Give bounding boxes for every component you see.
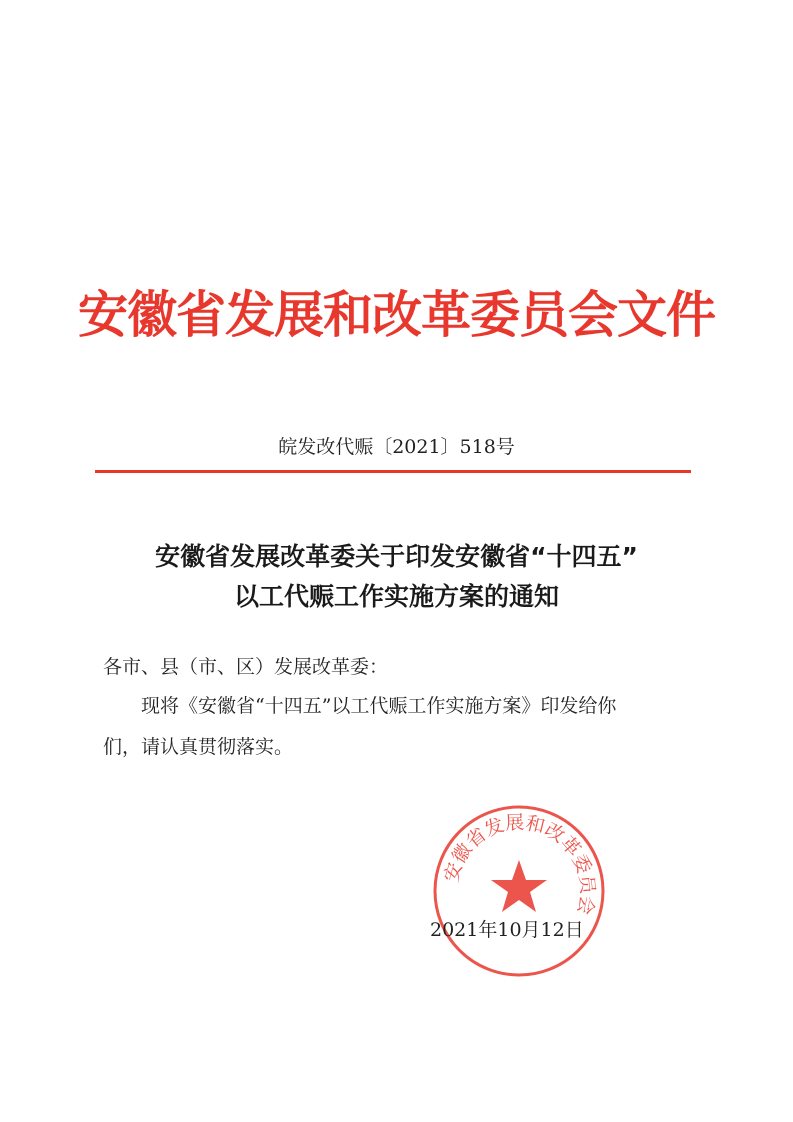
title-line-1: 安徽省发展改革委关于印发安徽省“十四五”: [155, 542, 638, 571]
seal-text: 安徽省发展和改革委员会: [440, 811, 599, 917]
official-seal-icon: [430, 802, 608, 980]
issue-date: 2021年10月12日: [430, 919, 584, 941]
addressee: 各市、县（市、区）发展改革委：: [103, 656, 389, 678]
document-title: [0, 537, 793, 617]
issuer-masthead: 安徽省发展和改革委员会文件: [78, 286, 715, 344]
red-divider-line: [95, 470, 691, 473]
body-paragraph-line-2: 们，请认真贯彻落实。: [103, 736, 294, 758]
document-number: 皖发改代赈〔2021〕518号: [278, 436, 515, 458]
body-paragraph-line-1: 现将《安徽省“十四五”以工代赈工作实施方案》印发给你: [141, 695, 617, 717]
title-line-2: 以工代赈工作实施方案的通知: [233, 582, 559, 611]
